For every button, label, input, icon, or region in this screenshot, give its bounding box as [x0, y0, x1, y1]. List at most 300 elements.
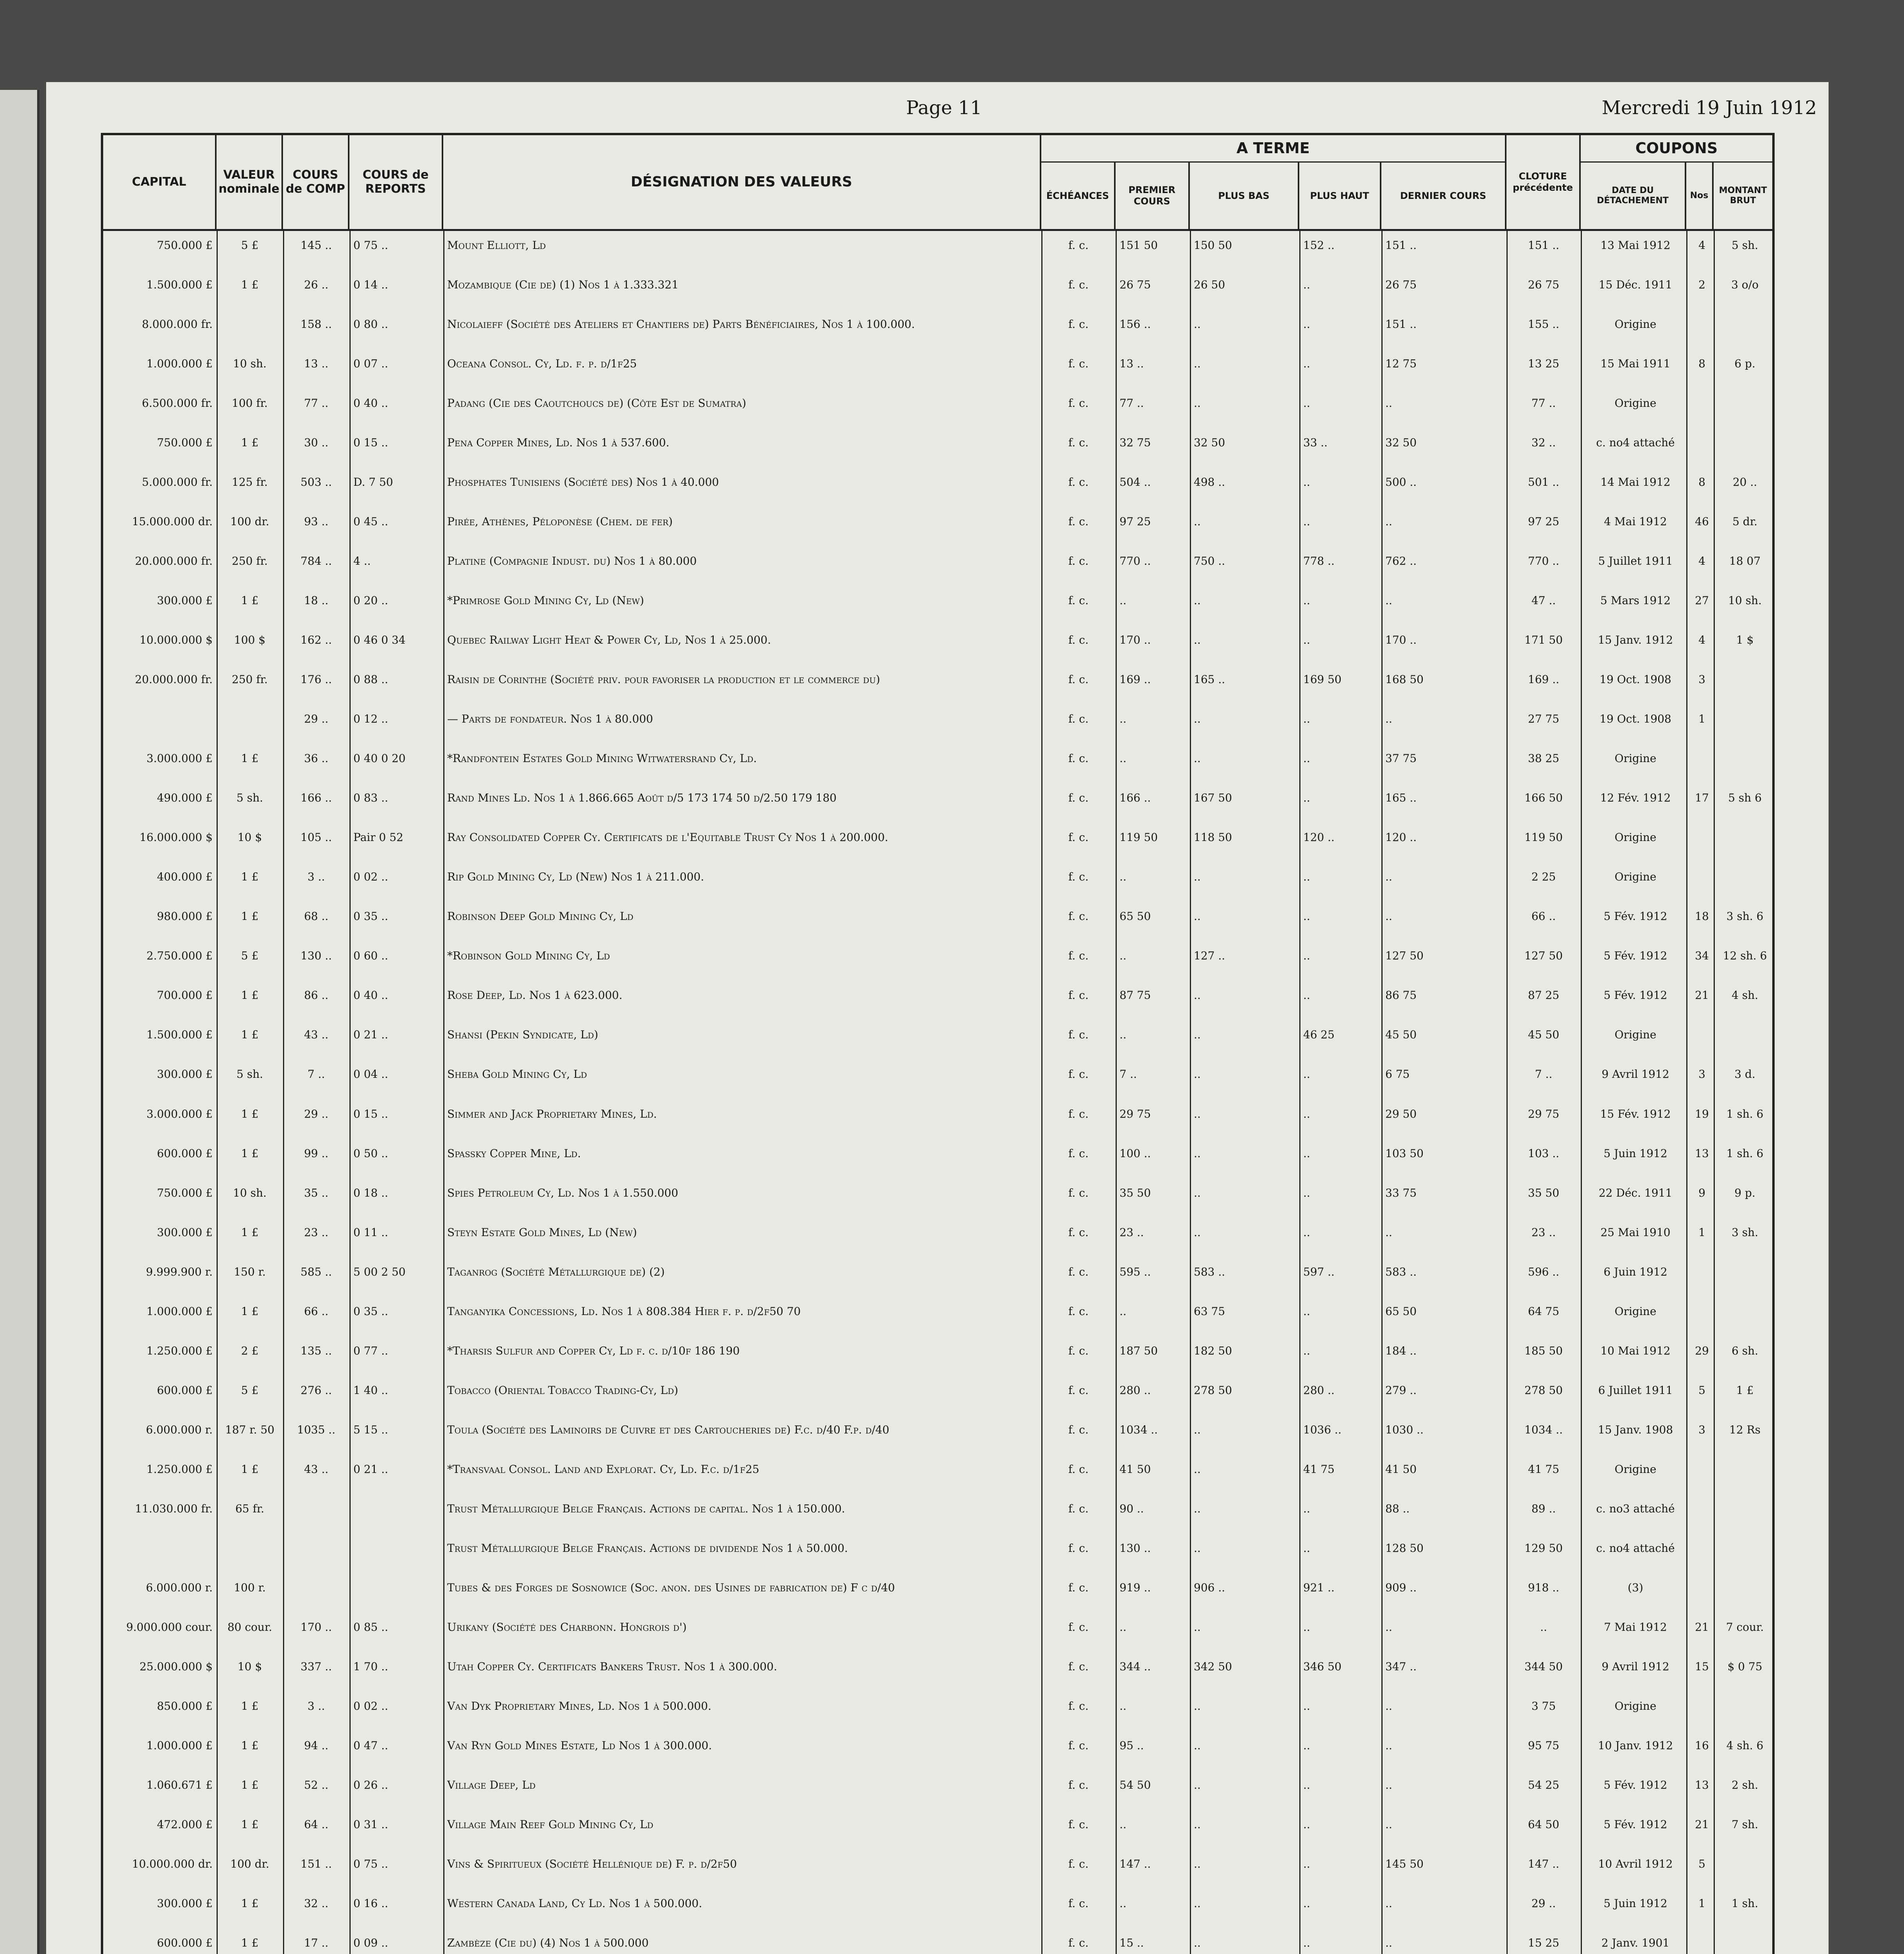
row-plus-haut: 778 ..: [1303, 555, 1335, 568]
row-date-detachement: Origine: [1614, 1462, 1657, 1476]
row-cloture: 97 25: [1528, 515, 1560, 528]
row-designation: Simmer and Jack Proprietary Mines, Ld.: [447, 1107, 657, 1120]
row-dernier: 168 50: [1385, 673, 1424, 686]
row-designation: *Robinson Gold Mining Cy, Ld: [447, 949, 610, 963]
row-dernier: 184 ..: [1385, 1344, 1417, 1357]
row-numero: 21: [1695, 1818, 1709, 1831]
row-numero: 1: [1698, 1226, 1705, 1239]
row-cours-comp: 94 ..: [304, 1739, 329, 1752]
row-cours-comp: 68 ..: [304, 910, 329, 923]
row-capital: 10.000.000 $: [139, 633, 213, 647]
row-reports: 0 85 ..: [353, 1620, 389, 1634]
row-plus-bas: ..: [1194, 712, 1201, 726]
row-cloture: 770 ..: [1528, 555, 1560, 568]
row-capital: 9.000.000 cour.: [126, 1620, 213, 1634]
table-row: [103, 1577, 1772, 1602]
row-premier: 166 ..: [1119, 791, 1151, 805]
row-designation: *Transvaal Consol. Land and Explorat. Cy, Ld. F.c. d/1f25: [447, 1462, 759, 1476]
row-plus-haut: 346 50: [1303, 1660, 1342, 1673]
row-premier: 1034 ..: [1119, 1423, 1158, 1436]
row-capital: 600.000 £: [157, 1383, 213, 1397]
row-numero: 5: [1698, 1383, 1705, 1397]
row-echeance: f. c.: [1068, 278, 1089, 292]
row-capital: 1.250.000 £: [146, 1462, 213, 1476]
table-row: [103, 590, 1772, 615]
row-valeur: 5 £: [241, 949, 259, 963]
row-premier: 54 50: [1119, 1778, 1151, 1791]
row-montant-brut: 3 sh. 6: [1726, 910, 1764, 923]
row-premier: 32 75: [1119, 436, 1151, 449]
row-reports: 0 15 ..: [353, 436, 389, 449]
row-capital: 750.000 £: [157, 239, 213, 252]
row-premier: 151 50: [1119, 239, 1158, 252]
row-valeur: 100 dr.: [230, 1857, 269, 1870]
row-numero: 4: [1698, 633, 1705, 647]
row-echeance: f. c.: [1068, 1423, 1089, 1436]
row-montant-brut: 18 07: [1729, 555, 1761, 568]
row-echeance: f. c.: [1068, 476, 1089, 489]
row-echeance: f. c.: [1068, 1818, 1089, 1831]
row-echeance: f. c.: [1068, 515, 1089, 528]
row-plus-bas: 127 ..: [1194, 949, 1225, 963]
col-echeances: ÉCHÉANCES: [1041, 163, 1116, 229]
row-cloture: 23 ..: [1531, 1226, 1556, 1239]
row-cours-comp: 77 ..: [304, 397, 329, 410]
row-dernier: 86 75: [1385, 989, 1417, 1002]
row-plus-bas: ..: [1194, 1897, 1201, 1910]
row-echeance: f. c.: [1068, 1265, 1089, 1278]
row-date-detachement: 15 Janv. 1908: [1598, 1423, 1673, 1436]
row-plus-bas: ..: [1194, 1107, 1201, 1120]
row-numero: 4: [1698, 239, 1705, 252]
row-plus-bas: ..: [1194, 1068, 1201, 1081]
row-plus-bas: ..: [1194, 910, 1201, 923]
row-plus-bas: ..: [1194, 397, 1201, 410]
row-numero: 9: [1698, 1186, 1705, 1199]
row-plus-haut: ..: [1303, 1147, 1310, 1160]
row-valeur: 80 cour.: [227, 1620, 272, 1634]
row-echeance: f. c.: [1068, 1897, 1089, 1910]
row-numero: 2: [1698, 278, 1705, 292]
col-plus-haut: PLUS HAUT: [1299, 163, 1381, 229]
col-date-detachement: DATE DU DÉTACHEMENT: [1581, 163, 1686, 229]
row-valeur: 1 £: [241, 910, 259, 923]
row-montant-brut: $ 0 75: [1727, 1660, 1762, 1673]
row-cours-comp: 1035 ..: [297, 1423, 335, 1436]
row-dernier: ..: [1385, 1620, 1392, 1634]
row-premier: 344 ..: [1119, 1660, 1151, 1673]
row-cours-comp: 784 ..: [300, 555, 332, 568]
row-date-detachement: Origine: [1614, 397, 1657, 410]
row-plus-haut: 41 75: [1303, 1462, 1335, 1476]
table-row: [103, 1893, 1772, 1918]
row-designation: Rip Gold Mining Cy, Ld (New) Nos 1 à 211.000.: [447, 870, 704, 884]
row-capital: 850.000 £: [157, 1699, 213, 1712]
row-valeur: 1 £: [241, 1739, 259, 1752]
row-valeur: 1 £: [241, 1304, 259, 1318]
row-dernier: ..: [1385, 515, 1392, 528]
table-row: [103, 1143, 1772, 1168]
row-numero: 17: [1695, 791, 1709, 805]
row-dernier: 6 75: [1385, 1068, 1410, 1081]
row-valeur: 5 £: [241, 239, 259, 252]
row-premier: 169 ..: [1119, 673, 1151, 686]
row-echeance: f. c.: [1068, 1186, 1089, 1199]
page-number: Page 11: [906, 97, 982, 119]
row-reports: 0 04 ..: [353, 1068, 389, 1081]
row-valeur: 1 £: [241, 594, 259, 607]
row-cours-comp: 17 ..: [304, 1936, 329, 1949]
row-montant-brut: 3 o/o: [1731, 278, 1759, 292]
row-echeance: f. c.: [1068, 594, 1089, 607]
table-row: [103, 985, 1772, 1010]
row-cours-comp: 13 ..: [304, 357, 329, 370]
row-echeance: f. c.: [1068, 1462, 1089, 1476]
row-numero: 3: [1698, 1068, 1705, 1081]
row-designation: Pena Copper Mines, Ld. Nos 1 à 537.600.: [447, 436, 670, 449]
row-plus-bas: ..: [1194, 594, 1201, 607]
table-row: [103, 235, 1772, 260]
row-montant-brut: 1 sh. 6: [1726, 1147, 1764, 1160]
row-plus-bas: 32 50: [1194, 436, 1225, 449]
table-row: [103, 432, 1772, 457]
row-premier: 13 ..: [1119, 357, 1144, 370]
row-capital: 1.060.671 £: [146, 1778, 213, 1791]
row-designation: Utah Copper Cy. Certificats Bankers Trust. Nos 1 à 300.000.: [447, 1660, 777, 1673]
row-cloture: 26 75: [1528, 278, 1560, 292]
row-plus-bas: ..: [1194, 1423, 1201, 1436]
row-echeance: f. c.: [1068, 397, 1089, 410]
row-echeance: f. c.: [1068, 1699, 1089, 1712]
row-valeur: 1 £: [241, 1462, 259, 1476]
row-echeance: f. c.: [1068, 910, 1089, 923]
col-coupons: COUPONS: [1581, 135, 1772, 163]
table-row: [103, 1498, 1772, 1523]
row-numero: 34: [1695, 949, 1709, 963]
row-reports: 0 14 ..: [353, 278, 389, 292]
row-cours-comp: 43 ..: [304, 1028, 329, 1041]
row-designation: Steyn Estate Gold Mines, Ld (New): [447, 1226, 637, 1239]
row-plus-haut: ..: [1303, 712, 1310, 726]
row-echeance: f. c.: [1068, 1502, 1089, 1515]
row-numero: 46: [1695, 515, 1709, 528]
row-reports: 0 35 ..: [353, 910, 389, 923]
row-cours-comp: 135 ..: [300, 1344, 332, 1357]
row-plus-bas: 118 50: [1194, 831, 1232, 844]
table-row: [103, 1064, 1772, 1089]
row-cloture: 344 50: [1524, 1660, 1563, 1673]
row-designation: Spassky Copper Mine, Ld.: [447, 1147, 581, 1160]
row-echeance: f. c.: [1068, 1028, 1089, 1041]
row-dernier: 762 ..: [1385, 555, 1417, 568]
table-row: [103, 1419, 1772, 1444]
col-a-terme: A TERME: [1041, 135, 1506, 163]
row-numero: 15: [1695, 1660, 1709, 1673]
row-plus-haut: ..: [1303, 1344, 1310, 1357]
row-dernier: 347 ..: [1385, 1660, 1417, 1673]
newspaper-page: [46, 82, 1829, 1954]
row-echeance: f. c.: [1068, 673, 1089, 686]
row-reports: 0 15 ..: [353, 1107, 389, 1120]
row-reports: 0 12 ..: [353, 712, 389, 726]
row-valeur: 5 £: [241, 1383, 259, 1397]
row-designation: Oceana Consol. Cy, Ld. f. p. d/1f25: [447, 357, 637, 370]
row-reports: 0 75 ..: [353, 1857, 389, 1870]
row-designation: Toula (Société des Laminoirs de Cuivre et des Cartoucheries de) F.c. d/40 F.p. d/40: [447, 1423, 890, 1436]
row-capital: 16.000.000 $: [139, 831, 213, 844]
row-plus-haut: ..: [1303, 1304, 1310, 1318]
col-dernier: DERNIER COURS: [1381, 163, 1506, 229]
row-valeur: 1 £: [241, 1226, 259, 1239]
row-capital: 9.999.900 r.: [146, 1265, 213, 1278]
row-date-detachement: 2 Janv. 1901: [1601, 1936, 1670, 1949]
row-echeance: f. c.: [1068, 1541, 1089, 1555]
row-designation: Tubes & des Forges de Sosnowice (Soc. anon. des Usines de fabrication de) F c d/40: [447, 1581, 895, 1594]
row-premier: 7 ..: [1119, 1068, 1137, 1081]
row-plus-haut: ..: [1303, 752, 1310, 765]
row-cours-comp: 176 ..: [300, 673, 332, 686]
col-cours-comp: COURS de COMP: [283, 135, 349, 229]
row-premier: ..: [1119, 752, 1127, 765]
row-reports: 5 00 2 50: [353, 1265, 406, 1278]
row-capital: 20.000.000 fr.: [135, 673, 213, 686]
row-designation: Village Deep, Ld: [447, 1778, 536, 1791]
row-plus-bas: ..: [1194, 1699, 1201, 1712]
row-designation: Padang (Cie des Caoutchoucs de) (Côte Est de Sumatra): [447, 397, 747, 410]
col-designation: DÉSIGNATION DES VALEURS: [443, 135, 1041, 229]
row-plus-haut: ..: [1303, 1818, 1310, 1831]
row-reports: 0 09 ..: [353, 1936, 389, 1949]
row-premier: 156 ..: [1119, 318, 1151, 331]
table-row: [103, 1340, 1772, 1365]
row-date-detachement: Origine: [1614, 1028, 1657, 1041]
row-reports: 0 46 0 34: [353, 633, 406, 647]
row-montant-brut: 2 sh.: [1731, 1778, 1759, 1791]
row-plus-bas: ..: [1194, 515, 1201, 528]
row-premier: 919 ..: [1119, 1581, 1151, 1594]
row-montant-brut: 12 Rs: [1729, 1423, 1761, 1436]
row-premier: 90 ..: [1119, 1502, 1144, 1515]
row-cours-comp: 151 ..: [300, 1857, 332, 1870]
row-plus-haut: ..: [1303, 1107, 1310, 1120]
row-premier: ..: [1119, 594, 1127, 607]
row-capital: 11.030.000 fr.: [135, 1502, 213, 1515]
row-valeur: 1 £: [241, 1107, 259, 1120]
row-capital: 15.000.000 dr.: [132, 515, 213, 528]
row-date-detachement: Origine: [1614, 831, 1657, 844]
row-premier: 95 ..: [1119, 1739, 1144, 1752]
row-date-detachement: Origine: [1614, 870, 1657, 884]
row-plus-haut: ..: [1303, 791, 1310, 805]
row-cloture: 155 ..: [1528, 318, 1560, 331]
row-reports: 0 07 ..: [353, 357, 389, 370]
col-numero: Nos: [1686, 163, 1714, 229]
row-premier: 15 ..: [1119, 1936, 1144, 1949]
row-capital: 6.000.000 r.: [146, 1581, 213, 1594]
row-premier: 41 50: [1119, 1462, 1151, 1476]
row-plus-haut: ..: [1303, 1778, 1310, 1791]
row-premier: ..: [1119, 1818, 1127, 1831]
row-cloture: 64 75: [1528, 1304, 1560, 1318]
row-echeance: f. c.: [1068, 239, 1089, 252]
row-reports: 0 75 ..: [353, 239, 389, 252]
row-cloture: 38 25: [1528, 752, 1560, 765]
col-premier: PREMIER COURS: [1116, 163, 1190, 229]
row-reports: 4 ..: [353, 555, 371, 568]
row-plus-bas: ..: [1194, 1462, 1201, 1476]
row-reports: 0 16 ..: [353, 1897, 389, 1910]
row-date-detachement: 15 Mai 1911: [1600, 357, 1671, 370]
table-row: [103, 1459, 1772, 1484]
row-premier: ..: [1119, 870, 1127, 884]
row-date-detachement: (3): [1628, 1581, 1643, 1594]
row-plus-bas: ..: [1194, 1502, 1201, 1515]
row-date-detachement: c. no3 attaché: [1596, 1502, 1675, 1515]
row-date-detachement: 22 Déc. 1911: [1598, 1186, 1673, 1199]
row-capital: 1.000.000 £: [146, 357, 213, 370]
row-cours-comp: 3 ..: [307, 870, 325, 884]
row-valeur: 1 £: [241, 1818, 259, 1831]
row-plus-haut: ..: [1303, 1699, 1310, 1712]
row-echeance: f. c.: [1068, 1778, 1089, 1791]
row-valeur: 1 £: [241, 436, 259, 449]
row-valeur: 187 r. 50: [225, 1423, 275, 1436]
row-plus-haut: ..: [1303, 1068, 1310, 1081]
row-plus-haut: 280 ..: [1303, 1383, 1335, 1397]
row-valeur: 10 sh.: [233, 357, 267, 370]
row-cours-comp: 66 ..: [304, 1304, 329, 1318]
row-echeance: f. c.: [1068, 318, 1089, 331]
row-dernier: 128 50: [1385, 1541, 1424, 1555]
row-valeur: 150 r.: [234, 1265, 266, 1278]
row-date-detachement: 5 Fév. 1912: [1603, 949, 1668, 963]
row-premier: 77 ..: [1119, 397, 1144, 410]
row-designation: Trust Métallurgique Belge Français. Actions de capital. Nos 1 à 150.000.: [447, 1502, 845, 1515]
row-premier: ..: [1119, 1897, 1127, 1910]
row-capital: 600.000 £: [157, 1936, 213, 1949]
row-plus-bas: 342 50: [1194, 1660, 1232, 1673]
row-dernier: ..: [1385, 1818, 1392, 1831]
row-premier: 35 50: [1119, 1186, 1151, 1199]
row-premier: 23 ..: [1119, 1226, 1144, 1239]
row-capital: 1.500.000 £: [146, 1028, 213, 1041]
row-designation: Spies Petroleum Cy, Ld. Nos 1 à 1.550.000: [447, 1186, 679, 1199]
row-designation: Raisin de Corinthe (Société priv. pour favoriser la production et le commerce du): [447, 673, 880, 686]
row-plus-haut: ..: [1303, 1186, 1310, 1199]
row-designation: Phosphates Tunisiens (Société des) Nos 1 à 40.000: [447, 476, 719, 489]
row-echeance: f. c.: [1068, 1739, 1089, 1752]
row-echeance: f. c.: [1068, 1936, 1089, 1949]
row-plus-haut: ..: [1303, 870, 1310, 884]
adjacent-page-edge: [0, 90, 39, 1954]
row-cours-comp: 170 ..: [300, 1620, 332, 1634]
row-plus-bas: ..: [1194, 1541, 1201, 1555]
row-plus-bas: ..: [1194, 1147, 1201, 1160]
row-plus-bas: 750 ..: [1194, 555, 1225, 568]
row-dernier: 12 75: [1385, 357, 1417, 370]
row-designation: Sheba Gold Mining Cy, Ld: [447, 1068, 587, 1081]
row-plus-haut: ..: [1303, 633, 1310, 647]
row-premier: ..: [1119, 1028, 1127, 1041]
row-dernier: ..: [1385, 1226, 1392, 1239]
row-plus-bas: 150 50: [1194, 239, 1232, 252]
row-capital: 700.000 £: [157, 989, 213, 1002]
row-echeance: f. c.: [1068, 1857, 1089, 1870]
row-dernier: 32 50: [1385, 436, 1417, 449]
row-valeur: 1 £: [241, 870, 259, 884]
row-cloture: 35 50: [1528, 1186, 1560, 1199]
table-row: [103, 669, 1772, 694]
row-cloture: 3 75: [1531, 1699, 1556, 1712]
row-valeur: 1 £: [241, 1897, 259, 1910]
row-plus-haut: ..: [1303, 318, 1310, 331]
row-numero: 1: [1698, 1897, 1705, 1910]
table-row: [103, 274, 1772, 299]
row-designation: Rand Mines Ld. Nos 1 à 1.866.665 Août d/5 173 174 50 d/2.50 179 180: [447, 791, 837, 805]
row-cours-comp: 503 ..: [300, 476, 332, 489]
page-date: Mercredi 19 Juin 1912: [1601, 97, 1817, 119]
row-numero: 16: [1695, 1739, 1709, 1752]
row-montant-brut: 12 sh. 6: [1723, 949, 1767, 963]
row-cours-comp: 18 ..: [304, 594, 329, 607]
row-cloture: 87 25: [1528, 989, 1560, 1002]
row-capital: 3.000.000 £: [146, 1107, 213, 1120]
row-capital: 1.250.000 £: [146, 1344, 213, 1357]
row-designation: Mount Elliott, Ld: [447, 239, 546, 252]
row-cours-comp: 93 ..: [304, 515, 329, 528]
row-designation: Van Ryn Gold Mines Estate, Ld Nos 1 à 300.000.: [447, 1739, 712, 1752]
row-montant-brut: 1 $: [1736, 633, 1754, 647]
row-cours-comp: 23 ..: [304, 1226, 329, 1239]
row-cloture: 151 ..: [1528, 239, 1560, 252]
row-valeur: 5 sh.: [236, 791, 263, 805]
row-valeur: 1 £: [241, 1147, 259, 1160]
row-designation: Tanganyika Concessions, Ld. Nos 1 à 808.384 Hier f. p. d/2f50 70: [447, 1304, 801, 1318]
row-echeance: f. c.: [1068, 357, 1089, 370]
table-row: [103, 1262, 1772, 1287]
row-reports: 0 60 ..: [353, 949, 389, 963]
row-date-detachement: 10 Janv. 1912: [1598, 1739, 1673, 1752]
row-cloture: 54 25: [1528, 1778, 1560, 1791]
row-plus-haut: ..: [1303, 1620, 1310, 1634]
row-reports: 0 18 ..: [353, 1186, 389, 1199]
row-plus-bas: 63 75: [1194, 1304, 1225, 1318]
row-montant-brut: 6 p.: [1734, 357, 1755, 370]
row-cours-comp: 276 ..: [300, 1383, 332, 1397]
row-designation: Robinson Deep Gold Mining Cy, Ld: [447, 910, 634, 923]
row-plus-bas: ..: [1194, 1739, 1201, 1752]
row-premier: 130 ..: [1119, 1541, 1151, 1555]
row-date-detachement: 5 Mars 1912: [1600, 594, 1671, 607]
row-cours-comp: 36 ..: [304, 752, 329, 765]
row-montant-brut: 6 sh.: [1731, 1344, 1759, 1357]
row-cloture: 77 ..: [1531, 397, 1556, 410]
row-plus-bas: 583 ..: [1194, 1265, 1225, 1278]
table-row: [103, 1301, 1772, 1326]
row-plus-haut: 597 ..: [1303, 1265, 1335, 1278]
row-date-detachement: 5 Juin 1912: [1603, 1147, 1668, 1160]
row-capital: 1.000.000 £: [146, 1739, 213, 1752]
row-plus-haut: 120 ..: [1303, 831, 1335, 844]
row-dernier: 170 ..: [1385, 633, 1417, 647]
row-capital: 6.500.000 fr.: [142, 397, 213, 410]
row-cloture: 1034 ..: [1524, 1423, 1563, 1436]
row-valeur: 100 dr.: [230, 515, 269, 528]
row-cloture: 501 ..: [1528, 476, 1560, 489]
row-cloture: 47 ..: [1531, 594, 1556, 607]
row-cloture: 147 ..: [1528, 1857, 1560, 1870]
row-cours-comp: 26 ..: [304, 278, 329, 292]
